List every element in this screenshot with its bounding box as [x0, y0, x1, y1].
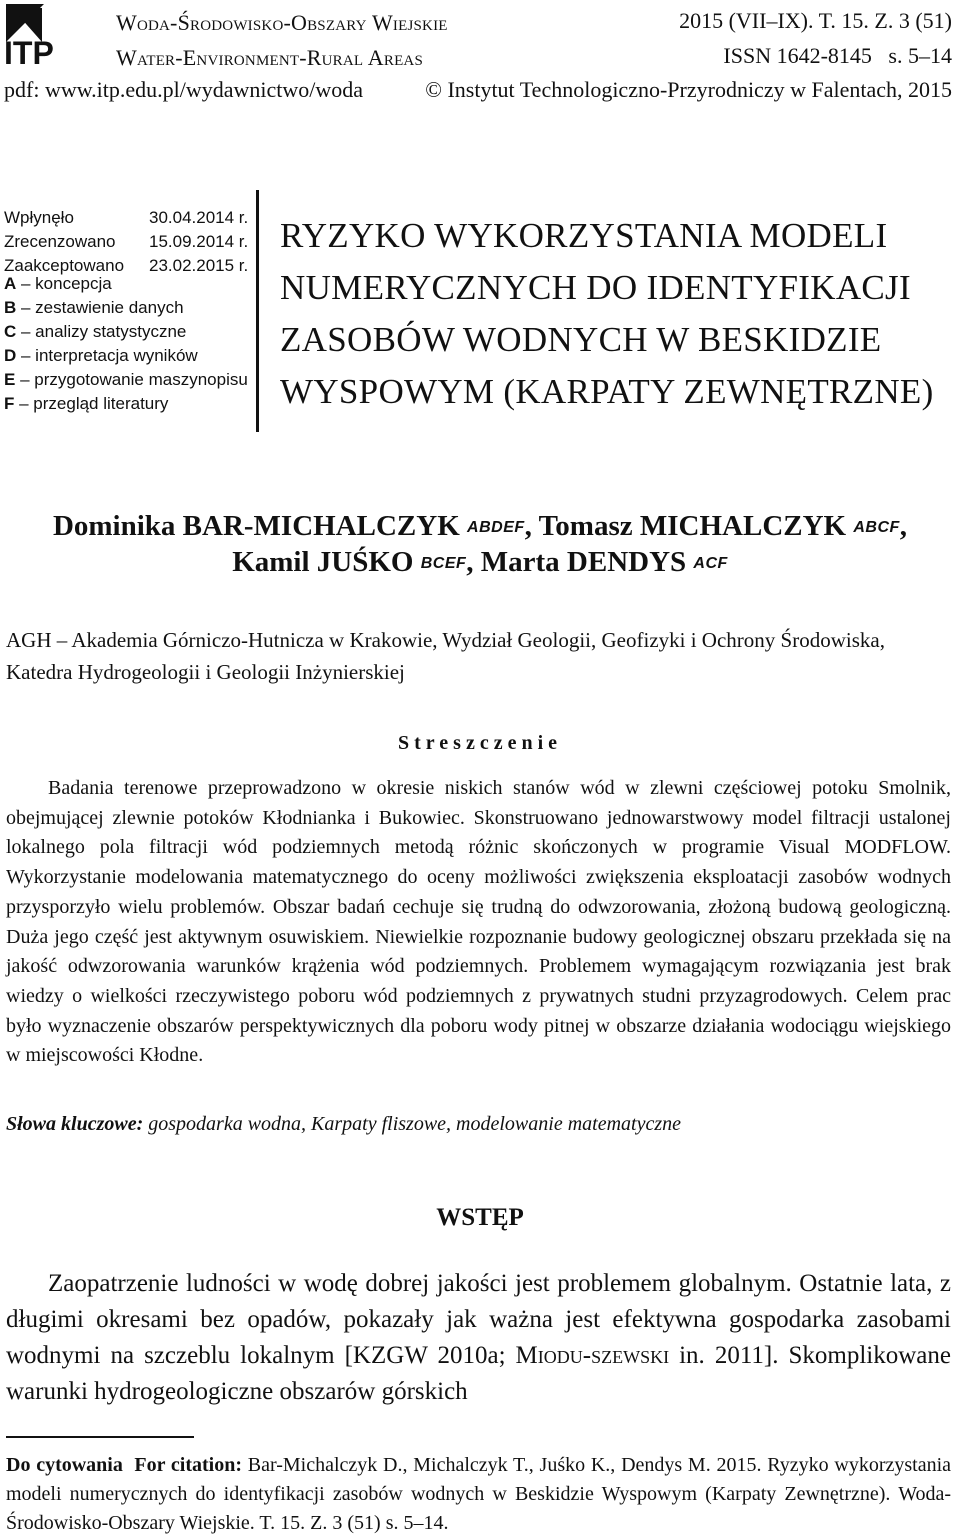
contribution-legend — [4, 272, 248, 416]
contribution-item: F – przegląd literatury — [4, 394, 169, 413]
author-contribution: ABCF — [853, 519, 900, 536]
article-title — [280, 210, 960, 418]
author-list: Dominika BAR-MICHALCZYK $^{ABDEF}$, Tomasz MICHALCZYK $^{ABCF}$, Kamil JUŚKO $^{BCEF}$, Marta DENDYS $^{ACF}$ — [52, 510, 908, 578]
abstract-text: Badania terenowe przeprowadzono w okresie niskich stanów wód w zlewni częściowej potoku Smolnik, obejmującej zlewnie potoków Kłodnianka i Bukowiec. Skonstruowano jednowarstwowy model filtracji ustalonej lokalnego pola filtracji wód podziemnych metodą różnic skończonych w programie Visual MODFLOW. Wykorzystanie modelowania matematycznego do oceny możliwości zwiększenia eksploatacji zasobów wodnych przysporzyło wielu problemów. Obszar badań cechuje się trudną do odwzorowania, złożoną budową geologiczną. Duża jego część jest aktywnym osuwiskiem. Niewielkie rozpoznanie budowy geologicznej obszaru przekłada się na jakość odwzorowania warunków krążenia wód podziemnych. Problemem wymagającym rozwiązania jest brak wiedzy o wielkości rzeczywistego poboru wód podziemnych z prywatnych studni przyzagrodowych. Celem prac było wyznaczenie obszarów perspektywicznych dla poboru wody pitnej w obszarze działania wodociągu wiejskiego w miejscowości Kłodne. — [6, 777, 951, 1067]
issn-pages: ISSN 1642-8145 s. 5–14 — [723, 43, 952, 68]
section-heading: WSTĘP — [436, 1204, 524, 1231]
keywords-list: gospodarka wodna, Karpaty fliszowe, modelowanie matematyczne — [148, 1113, 681, 1135]
journal-title-en: Water-Environment-Rural Areas — [116, 45, 424, 70]
author-name: Marta DENDYS — [480, 546, 687, 578]
intro-paragraph: Zaopatrzenie ludności w wodę dobrej jakości jest problemem globalnym. Ostatnie lata, z długimi okresami bez opadów, pokazały jak ważna jest efektywna gospodarka zasobami wodnymi na szczeblu lokalnym [KZGW 2010a; Miodu-szewski in. 2011]. Skomplikowane warunki hydrogeologiczne obszarów górskich — [6, 1270, 951, 1405]
abstract-heading: Streszczenie — [397, 732, 563, 754]
contribution-item: E – przygotowanie maszynopisu — [4, 370, 248, 389]
citation-label-pl: Do cytowania — [6, 1454, 123, 1476]
contribution-item: B – zestawienie danych — [4, 298, 184, 317]
copyright-notice: © Instytut Technologiczno-Przyrodniczy w Falentach, 2015 — [425, 77, 952, 102]
date-accepted: Zaakceptowano 23.02.2015 r. — [4, 256, 249, 275]
keywords-label: Słowa kluczowe: — [6, 1113, 144, 1135]
author-contribution: BCEF — [420, 555, 467, 572]
contribution-item: C – analizy statystyczne — [4, 322, 187, 341]
contribution-item: A – koncepcja — [4, 274, 112, 293]
date-received: Wpłynęło 30.04.2014 r. — [4, 208, 249, 227]
logo-text: ITP — [4, 35, 54, 68]
vertical-divider — [256, 190, 259, 432]
citation-note — [6, 1451, 951, 1538]
author-name: Kamil JUŚKO — [232, 546, 414, 578]
affiliation: AGH – Akademia Górniczo-Hutnicza w Krakowie, Wydział Geologii, Geofizyki i Ochrony Środowiska, Katedra Hydrogeologii i Geologii Inżynierskiej — [6, 628, 885, 684]
title-line: ZASOBÓW WODNYCH W BESKIDZIE — [280, 320, 882, 359]
keywords — [6, 1113, 951, 1136]
issue-info: 2015 (VII–IX). T. 15. Z. 3 (51) — [679, 8, 952, 33]
author-name: Tomasz MICHALCZYK — [538, 510, 847, 542]
itp-logo — [4, 2, 110, 68]
date-reviewed: Zrecenzowano 15.09.2014 r. — [4, 232, 249, 251]
author-contribution: ACF — [693, 555, 728, 572]
author-contribution: ABDEF — [467, 519, 525, 536]
journal-title-pl: Woda-Środowisko-Obszary Wiejskie — [116, 10, 448, 35]
citation-label-en: For citation: — [134, 1454, 242, 1476]
contribution-item: D – interpretacja wyników — [4, 346, 198, 365]
citation-text: Bar-Michalczyk D., Michalczyk T., Juśko K., Dendys M. 2015. Ryzyko wykorzystania modeli numerycznych do identyfikacji zasobów wodnych w Beskidzie Wyspowym (Karpaty Zewnętrzne). Woda-Środowisko-Obszary Wiejskie. T. 15. Z. 3 (51) s. 5–14. — [6, 1454, 952, 1534]
title-line: WYSPOWYM (KARPATY ZEWNĘTRZNE) — [280, 372, 934, 411]
footnote-separator — [6, 1436, 194, 1438]
author-name: Dominika BAR-MICHALCZYK — [52, 510, 460, 542]
pdf-link[interactable]: pdf: www.itp.edu.pl/wydawnictwo/woda — [4, 77, 364, 102]
submission-dates — [4, 206, 248, 278]
title-line: NUMERYCZNYCH DO IDENTYFIKACJI — [280, 268, 911, 307]
cited-author: Miodu-szewski — [515, 1342, 670, 1369]
title-line: RYZYKO WYKORZYSTANIA MODELI — [280, 216, 888, 255]
